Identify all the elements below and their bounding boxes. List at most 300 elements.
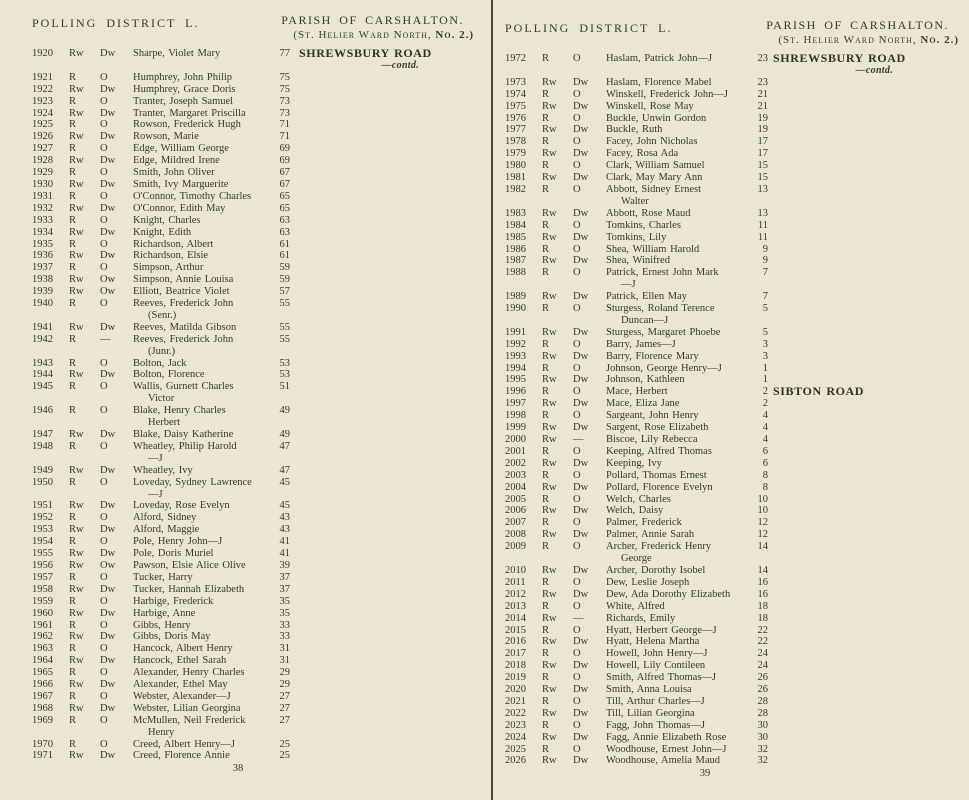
- house-number: 23: [757, 76, 768, 88]
- elector-number: 1965: [32, 667, 53, 679]
- franchise-code-2: Dw: [100, 48, 116, 59]
- house-number: 17: [757, 148, 768, 160]
- house-number: 61: [279, 238, 290, 250]
- franchise-code-2: O: [573, 136, 581, 148]
- elector-name-cell: [606, 208, 751, 220]
- franchise-code-1: R: [69, 738, 77, 750]
- elector-number: 1964: [32, 655, 53, 667]
- page-left-header: [32, 13, 474, 41]
- elector-name: Woodhouse, Ernest John—J: [606, 743, 727, 755]
- franchise-code-2: O: [100, 690, 108, 702]
- register-entry-row: [32, 667, 474, 679]
- franchise-code-1: R: [542, 88, 550, 100]
- franchise-code-1: Rw: [69, 548, 84, 560]
- franchise-code-2: O: [573, 541, 581, 553]
- franchise-code-2: Dw: [100, 321, 116, 333]
- register-entry-row: [32, 143, 474, 155]
- franchise-code-1: R: [69, 690, 77, 702]
- elector-name-cell: [606, 517, 751, 529]
- elector-name: Dew, Leslie Joseph: [606, 576, 690, 588]
- elector-name: Humphrey, John Philip: [133, 71, 233, 83]
- elector-number: 1997: [505, 398, 526, 410]
- franchise-code-2: Dw: [573, 505, 589, 517]
- franchise-code-2: O: [100, 71, 108, 83]
- elector-number: 1979: [505, 148, 526, 160]
- franchise-code-2: O: [100, 619, 108, 631]
- elector-name: Tucker, Harry: [133, 571, 193, 583]
- register-entry-row: [32, 500, 474, 512]
- register-entry-row: [505, 565, 959, 577]
- elector-name-cell: [133, 667, 273, 679]
- elector-name-cell: [133, 179, 273, 191]
- house-number: 35: [279, 595, 290, 607]
- register-entry-row: [505, 160, 959, 172]
- franchise-code-2: O: [573, 672, 581, 684]
- elector-name-cell: [133, 381, 273, 405]
- franchise-code-2: Dw: [573, 374, 589, 386]
- elector-number: 1981: [505, 172, 526, 184]
- elector-name-cell: [606, 172, 751, 184]
- franchise-code-1: R: [542, 338, 550, 350]
- franchise-code-1: Rw: [69, 702, 84, 714]
- house-number: 69: [279, 143, 290, 155]
- register-entry-row: [32, 608, 474, 620]
- elector-name: Tranter, Margaret Priscilla: [133, 107, 246, 119]
- register-entry-row: [505, 672, 959, 684]
- ward-subtitle-text: (St. Helier Ward North,: [778, 34, 921, 46]
- register-entry-row: [505, 458, 959, 470]
- franchise-code-1: Rw: [69, 286, 84, 298]
- house-number: 55: [279, 321, 290, 333]
- elector-name-cell: [606, 613, 751, 625]
- franchise-code-1: R: [542, 112, 550, 124]
- register-entry-row: [32, 203, 474, 215]
- elector-name: Buckle, Unwin Gordon: [606, 112, 707, 124]
- house-number: 63: [279, 226, 290, 238]
- franchise-code-1: R: [542, 743, 550, 755]
- house-number: 6: [762, 457, 768, 469]
- franchise-code-1: R: [542, 386, 550, 398]
- elector-name-cell: [133, 500, 273, 512]
- register-entry-row: [32, 620, 474, 632]
- register-entry-row: [505, 327, 959, 339]
- franchise-code-1: Rw: [69, 155, 84, 167]
- elector-number: 1950: [32, 476, 53, 488]
- elector-number: 1935: [32, 238, 53, 250]
- elector-name: Sargeant, John Henry: [606, 410, 699, 422]
- register-entry-row: [32, 358, 474, 370]
- elector-name: Pole, Doris Muriel: [133, 548, 214, 560]
- register-entry-row: [505, 529, 959, 541]
- elector-name-cell: [133, 250, 273, 262]
- elector-name: Hancock, Albert Henry: [133, 643, 233, 655]
- franchise-code-1: R: [542, 243, 550, 255]
- register-entry-row: [505, 89, 959, 101]
- franchise-code-2: O: [100, 214, 108, 226]
- elector-name-continuation: Walter: [621, 195, 649, 207]
- elector-name: Harbige, Anne: [133, 607, 196, 619]
- elector-number: 1969: [32, 714, 53, 726]
- franchise-code-2: O: [100, 571, 108, 583]
- house-number: 28: [757, 707, 768, 719]
- franchise-code-1: R: [69, 298, 77, 310]
- franchise-code-1: Rw: [542, 731, 557, 743]
- house-number: 41: [279, 548, 290, 560]
- elector-name: Fagg, John Thomas—J: [606, 719, 705, 731]
- franchise-code-2: O: [100, 440, 108, 452]
- elector-name-cell: [606, 244, 751, 256]
- elector-name-cell: [133, 703, 273, 715]
- register-entry-row: [505, 470, 959, 482]
- franchise-code-2: Dw: [100, 202, 116, 214]
- elector-number: 1924: [32, 107, 53, 119]
- elector-name-cell: [606, 482, 751, 494]
- elector-name-cell: [606, 267, 751, 291]
- elector-number: 1980: [505, 160, 526, 172]
- franchise-code-1: Rw: [542, 564, 557, 576]
- register-entry-row: [505, 208, 959, 220]
- house-number: 55: [279, 333, 290, 345]
- elector-name: Sharpe, Violet Mary: [133, 48, 221, 59]
- elector-number: 1985: [505, 231, 526, 243]
- register-entry-row: [32, 286, 474, 298]
- franchise-code-1: R: [542, 624, 550, 636]
- elector-name: Barry, Florence Mary: [606, 350, 699, 362]
- elector-name-cell: [606, 589, 751, 601]
- elector-number: 2023: [505, 719, 526, 731]
- franchise-code-1: R: [542, 648, 550, 660]
- franchise-code-2: O: [573, 338, 581, 350]
- elector-name-cell: [606, 363, 751, 375]
- elector-number: 1959: [32, 595, 53, 607]
- franchise-code-2: Dw: [100, 524, 116, 536]
- franchise-code-1: Rw: [542, 76, 557, 88]
- elector-name-cell: [133, 215, 273, 227]
- elector-name: Webster, Lilian Georgina: [133, 702, 241, 714]
- register-entry-row: [505, 232, 959, 244]
- register-entry-row: [505, 755, 959, 767]
- house-number: 63: [279, 214, 290, 226]
- franchise-code-2: O: [100, 262, 108, 274]
- elector-name-continuation: Victor: [148, 393, 175, 405]
- register-entry-row: [505, 374, 959, 386]
- franchise-code-2: Dw: [573, 231, 589, 243]
- house-number: 53: [279, 357, 290, 369]
- elector-number: 1936: [32, 250, 53, 262]
- house-number: 45: [279, 500, 290, 512]
- franchise-code-1: R: [69, 440, 77, 452]
- franchise-code-1: R: [69, 536, 77, 548]
- elector-name: Reeves, Matilda Gibson: [133, 321, 237, 333]
- polling-district-title: POLLING DISTRICT L.: [32, 16, 200, 30]
- elector-name-cell: [133, 48, 273, 60]
- register-entry-row: [505, 101, 959, 113]
- elector-name-cell: [606, 505, 751, 517]
- house-number: 8: [762, 469, 768, 481]
- elector-name-cell: [133, 405, 273, 429]
- elector-name: Bolton, Florence: [133, 369, 205, 381]
- elector-number: 1931: [32, 190, 53, 202]
- elector-name-cell: [133, 691, 273, 703]
- register-entry-row: [505, 136, 959, 148]
- elector-number: 1984: [505, 219, 526, 231]
- elector-name-cell: [606, 529, 751, 541]
- elector-number: 2005: [505, 493, 526, 505]
- house-number: 10: [757, 493, 768, 505]
- elector-number: 1971: [32, 750, 53, 762]
- elector-name: Elliott, Beatrice Violet: [133, 286, 230, 298]
- register-entry-row: [32, 429, 474, 441]
- elector-number: 1923: [32, 95, 53, 107]
- elector-name: Rowson, Frederick Hugh: [133, 119, 241, 131]
- elector-name-continuation: Duncan—J: [621, 314, 669, 326]
- elector-number: 1994: [505, 362, 526, 374]
- franchise-code-2: Ow: [100, 274, 116, 286]
- franchise-code-2: —: [100, 333, 111, 345]
- elector-name: Alexander, Ethel May: [133, 679, 228, 691]
- franchise-code-2: Dw: [100, 607, 116, 619]
- franchise-code-2: O: [573, 719, 581, 731]
- elector-name: Hyatt, Herbert George—J: [606, 624, 717, 636]
- elector-name: Howell, John Henry—J: [606, 648, 708, 660]
- elector-name: Sargent, Rose Elizabeth: [606, 422, 709, 434]
- house-number: 33: [279, 619, 290, 631]
- elector-name-cell: [606, 53, 751, 65]
- elector-name: Pole, Henry John—J: [133, 536, 223, 548]
- elector-name: Clark, May Mary Ann: [606, 172, 703, 184]
- franchise-code-1: Rw: [542, 231, 557, 243]
- franchise-code-2: O: [573, 493, 581, 505]
- house-number: 11: [757, 231, 768, 243]
- elector-name: Buckle, Ruth: [606, 124, 663, 136]
- elector-name: Welch, Charles: [606, 493, 671, 505]
- elector-name-cell: [606, 577, 751, 589]
- elector-name-continuation: George: [621, 553, 652, 565]
- house-number: 6: [762, 445, 768, 457]
- register-entry-row: [32, 381, 474, 405]
- franchise-code-2: O: [573, 648, 581, 660]
- house-number: 22: [757, 636, 768, 648]
- franchise-code-2: Dw: [573, 422, 589, 434]
- house-number: 59: [279, 274, 290, 286]
- franchise-code-2: O: [100, 667, 108, 679]
- ward-subtitle-text: (St. Helier Ward North,: [293, 29, 436, 41]
- elector-name: Alexander, Henry Charles: [133, 667, 245, 679]
- page-number-right: 39: [699, 768, 711, 780]
- elector-name: Blake, Henry Charles: [133, 405, 226, 417]
- register-entry-row: [32, 512, 474, 524]
- elector-name-cell: [606, 184, 751, 208]
- elector-name: McMullen, Neil Frederick: [133, 714, 246, 726]
- franchise-code-2: —: [573, 434, 584, 445]
- franchise-code-2: Dw: [573, 326, 589, 338]
- elector-name: Abbott, Rose Maud: [606, 207, 691, 219]
- elector-name: Tucker, Hannah Elizabeth: [133, 583, 245, 595]
- elector-name: Wheatley, Philip Harold: [133, 440, 237, 452]
- elector-name: Alford, Maggie: [133, 524, 200, 536]
- elector-name: Facey, Rosa Ada: [606, 148, 679, 160]
- franchise-code-2: Ow: [100, 286, 116, 298]
- house-number: 49: [279, 429, 290, 440]
- franchise-code-1: Rw: [542, 529, 557, 541]
- franchise-code-2: O: [573, 743, 581, 755]
- register-entry-row: [32, 167, 474, 179]
- elector-name-continuation: (Senr.): [148, 309, 177, 321]
- house-number: 29: [279, 667, 290, 679]
- elector-number: 1973: [505, 76, 526, 88]
- elector-number: 2010: [505, 564, 526, 576]
- elector-name-cell: [606, 339, 751, 351]
- elector-name-continuation: —J: [148, 452, 163, 464]
- franchise-code-2: O: [573, 219, 581, 231]
- franchise-code-2: Dw: [100, 464, 116, 476]
- elector-number: 1930: [32, 178, 53, 190]
- elector-name: Tomkins, Charles: [606, 219, 681, 231]
- elector-number: 1987: [505, 255, 526, 267]
- house-number: 67: [279, 167, 290, 179]
- elector-number: 1945: [32, 381, 53, 393]
- elector-name: Winskell, Rose May: [606, 100, 694, 112]
- franchise-code-2: O: [100, 143, 108, 155]
- register-entry-row: [505, 482, 959, 494]
- franchise-code-2: O: [573, 576, 581, 588]
- franchise-code-2: Dw: [100, 548, 116, 560]
- elector-name-continuation: (Junr.): [148, 345, 176, 357]
- franchise-code-1: R: [542, 445, 550, 457]
- house-number: 30: [757, 719, 768, 731]
- franchise-code-1: R: [542, 672, 550, 684]
- elector-name: Mace, Herbert: [606, 386, 668, 398]
- franchise-code-2: Dw: [573, 291, 589, 303]
- elector-name: Keeping, Alfred Thomas: [606, 445, 712, 457]
- elector-name-cell: [606, 136, 751, 148]
- register-entry-row: [505, 660, 959, 672]
- elector-name-cell: [606, 386, 751, 398]
- franchise-code-2: Dw: [573, 636, 589, 648]
- ward-subtitle: [281, 29, 474, 41]
- parish-header-block: [766, 18, 959, 46]
- parish-title: PARISH OF CARSHALTON.: [766, 18, 949, 32]
- elector-name: Woodhouse, Amelia Maud: [606, 755, 721, 767]
- elector-number: 1996: [505, 386, 526, 398]
- franchise-code-2: Dw: [573, 100, 589, 112]
- register-entry-row: [32, 250, 474, 262]
- franchise-code-1: Rw: [69, 202, 84, 214]
- house-number: 26: [757, 672, 768, 684]
- street-name: SIBTON ROAD: [773, 384, 865, 399]
- elector-name-cell: [133, 465, 273, 477]
- house-number: 14: [757, 541, 768, 553]
- franchise-code-1: R: [69, 405, 77, 417]
- elector-number: 1926: [32, 131, 53, 143]
- franchise-code-1: Rw: [69, 369, 84, 381]
- franchise-code-1: Rw: [542, 100, 557, 112]
- elector-name-cell: [133, 739, 273, 751]
- street-name: SHREWSBURY ROAD: [773, 51, 906, 65]
- register-entry-row: [505, 184, 959, 208]
- elector-name: Richardson, Elsie: [133, 250, 209, 262]
- house-number: 14: [757, 564, 768, 576]
- street-continued-note: —contd.: [855, 64, 893, 76]
- franchise-code-1: R: [69, 571, 77, 583]
- elector-name: Loveday, Rose Evelyn: [133, 500, 230, 512]
- elector-name: Pawson, Elsie Alice Olive: [133, 559, 246, 571]
- franchise-code-1: R: [69, 714, 77, 726]
- elector-name: Winskell, Frederick John—J: [606, 88, 729, 100]
- franchise-code-1: Rw: [69, 321, 84, 333]
- elector-number: 1932: [32, 202, 53, 214]
- elector-name: Facey, John Nicholas: [606, 136, 698, 148]
- franchise-code-1: Rw: [542, 207, 557, 219]
- elector-name: Patrick, Ellen May: [606, 291, 688, 303]
- register-entry-row: [505, 351, 959, 363]
- elector-name-cell: [606, 696, 751, 708]
- franchise-code-2: O: [573, 410, 581, 422]
- register-entry-row: [505, 434, 959, 446]
- elector-name-cell: [133, 620, 273, 632]
- franchise-code-1: R: [69, 190, 77, 202]
- house-number: 71: [279, 119, 290, 131]
- elector-number: 2015: [505, 624, 526, 636]
- elector-name-cell: [606, 101, 751, 113]
- register-entry-row: [32, 715, 474, 739]
- franchise-code-1: Rw: [542, 422, 557, 434]
- house-number: 2: [762, 386, 768, 398]
- elector-number: 2012: [505, 588, 526, 600]
- elector-name: Archer, Frederick Henry: [606, 541, 712, 553]
- register-entry-row: [505, 148, 959, 160]
- elector-number: 1957: [32, 571, 53, 583]
- franchise-code-1: Rw: [69, 607, 84, 619]
- elector-name-cell: [606, 541, 751, 565]
- elector-name-cell: [133, 155, 273, 167]
- elector-number: 1999: [505, 422, 526, 434]
- franchise-code-2: O: [100, 512, 108, 524]
- elector-name-continuation: —J: [148, 488, 163, 500]
- franchise-code-1: Rw: [69, 274, 84, 286]
- franchise-code-2: Dw: [573, 255, 589, 267]
- house-number: 9: [762, 243, 768, 255]
- register-entry-row: [32, 108, 474, 120]
- elector-name-cell: [133, 596, 273, 608]
- elector-number: 1943: [32, 357, 53, 369]
- franchise-code-2: O: [573, 53, 581, 64]
- house-number: 21: [757, 100, 768, 112]
- register-entry-row: [32, 679, 474, 691]
- house-number: 73: [279, 107, 290, 119]
- franchise-code-1: Rw: [69, 524, 84, 536]
- house-number: 69: [279, 155, 290, 167]
- elector-number: 1990: [505, 303, 526, 315]
- elector-name: Alford, Sidney: [133, 512, 197, 524]
- house-number: 43: [279, 524, 290, 536]
- franchise-code-2: Dw: [573, 707, 589, 719]
- elector-name: Johnson, George Henry—J: [606, 362, 722, 374]
- parish-title: PARISH OF CARSHALTON.: [281, 13, 464, 27]
- elector-number: 1967: [32, 690, 53, 702]
- register-entry-row: [32, 584, 474, 596]
- elector-number: 2000: [505, 434, 526, 445]
- elector-name: Howell, Lily Contileen: [606, 660, 706, 672]
- elector-number: 2004: [505, 481, 526, 493]
- franchise-code-2: Dw: [100, 131, 116, 143]
- elector-number: 2001: [505, 445, 526, 457]
- register-entry-row: [32, 72, 474, 84]
- register-entry-row: [505, 53, 959, 77]
- register-entry-row: [32, 465, 474, 477]
- franchise-code-2: Dw: [100, 631, 116, 643]
- page-left: [0, 0, 484, 800]
